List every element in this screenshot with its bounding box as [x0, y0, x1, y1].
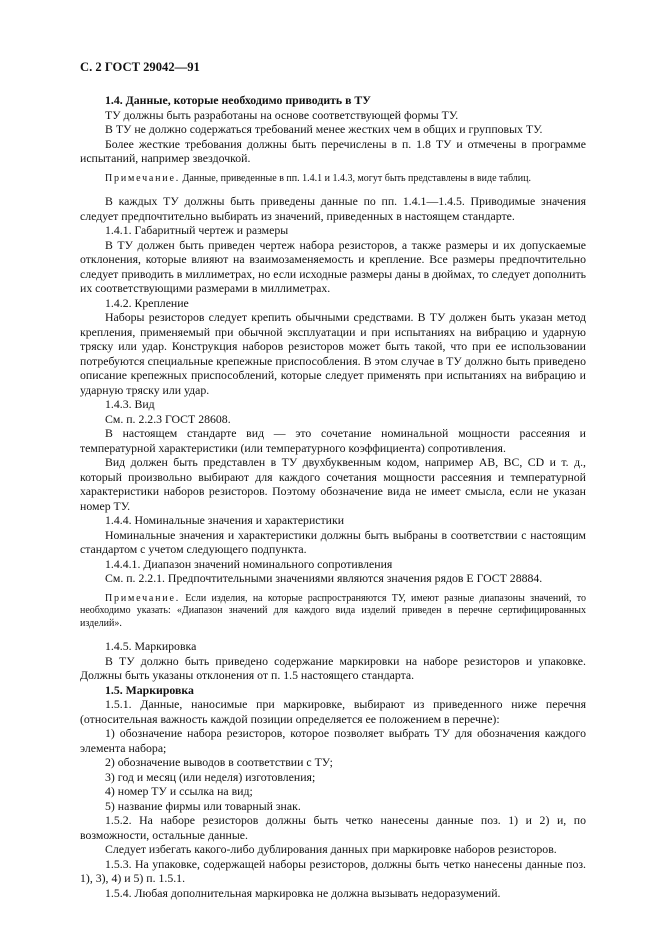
paragraph: 3) год и месяц (или неделя) изготовления; [105, 769, 316, 784]
spacer [80, 185, 586, 194]
page-header: С. 2 ГОСТ 29042—91 [80, 60, 200, 74]
paragraph: 1.4.4.1. Диапазон значений номинального сопротивления [105, 556, 393, 571]
paragraph: 1.5.1. Данные, наносимые при маркировке, выбирают из приведенного ниже перечня (относительная важность каждой позиции определяется ее положением в перечне): [80, 697, 586, 726]
paragraph: 1.4.4. Номинальные значения и характеристики [105, 513, 345, 527]
paragraph: 1.5.2. На наборе резисторов должны быть четко нанесены данные поз. 1) и 2) и, по возможности, остальные данные. [80, 813, 586, 842]
spacer [80, 166, 586, 173]
paragraph: 1.4.1. Габаритный чертеж и размеры [105, 223, 289, 237]
paragraph: 1.4.2. Крепление [105, 295, 189, 310]
section-heading: 1.4. Данные, которые необходимо приводить в ТУ [105, 93, 371, 107]
paragraph: Наборы резисторов следует крепить обычными средствами. В ТУ должен быть указан метод крепления, применяемый при обычной эксплуатации и при испытаниях на вибрацию и ударную тряску или удар. Конструкция наборов резисторов может быть такой, что при ее использовании потребуются специальные крепежные приспособления. В этом случае в ТУ должно быть приведено описание крепежных приспособлений, которые следует применять при испытаниях на вибрацию и ударную тряску или удар. [80, 310, 586, 397]
paragraph: ТУ должны быть разработаны на основе соответствующей формы ТУ. [105, 107, 459, 122]
paragraph: 1.5.4. Любая дополнительная маркировка не должна вызывать недоразумений. [105, 885, 501, 900]
paragraph: Более жесткие требования должны быть перечислены в п. 1.8 ТУ и отмечены в программе испытаний, например звездочкой. [80, 136, 586, 165]
note-text: Если изделия, на которые распространяются ТУ, имеют разные диапазоны значений, то необходимо указать: «Диапазон значений для каждого вида изделий приведен в перечне сертифицированных изделий». [80, 592, 586, 629]
paragraph: 4) номер ТУ и ссылка на вид; [105, 784, 253, 798]
paragraph: Следует избегать какого-либо дублирования данных при маркировке наборов резисторов. [105, 842, 557, 856]
paragraph: 5) название фирмы или товарный знак. [105, 798, 301, 813]
paragraph: 1) обозначение набора резисторов, которое позволяет выбрать ТУ для обозначения каждого элемента набора; [80, 726, 586, 755]
paragraph: Вид должен быть представлен в ТУ двухбуквенным кодом, например АВ, ВС, CD и т. д., который произвольно выбирают для каждого сочетания мощности рассеяния и температурной характеристики наборов резисторов. Поэтому обозначение вида не имеет смысла, если не указан номер ТУ. [80, 455, 586, 513]
paragraph: В настоящем стандарте вид — это сочетание номинальной мощности рассеяния и температурной характеристики (или температурного коэффициента) сопротивления. [80, 426, 586, 455]
spacer [80, 586, 586, 593]
note-label: Примечание. [105, 592, 181, 604]
note-label: Примечание. [105, 172, 181, 184]
note [80, 593, 586, 631]
section-heading: 1.5. Маркировка [105, 682, 194, 697]
paragraph: См. п. 2.2.3 ГОСТ 28608. [105, 411, 231, 426]
document-body [80, 93, 586, 900]
paragraph: В ТУ должно быть приведено содержание маркировки на наборе резисторов и упаковке. Должны быть указаны отклонения от п. 1.5 настоящего стандарта. [80, 653, 586, 682]
paragraph: См. п. 2.2.1. Предпочтительными значениями являются значения рядов Е ГОСТ 28884. [105, 571, 543, 585]
paragraph: 2) обозначение выводов в соответствии с ТУ; [105, 755, 333, 769]
paragraph: В ТУ не должно содержаться требований менее жестких чем в общих и групповых ТУ. [105, 122, 543, 136]
paragraph: 1.4.5. Маркировка [105, 639, 197, 653]
paragraph: В ТУ должен быть приведен чертеж набора резисторов, а также размеры и их допускаемые отклонения, которые влияют на взаимозаменяемость и крепление. Все размеры предпочтительно следует приводить в миллиметрах, но если исходные размеры даны в дюймах, то следует дополнить их соответствующими размерами в миллиметрах. [80, 237, 586, 295]
paragraph: Номинальные значения и характеристики должны быть выбраны в соответствии с настоящим стандартом с учетом следующего подпункта. [80, 527, 586, 556]
note [80, 173, 586, 186]
paragraph: В каждых ТУ должны быть приведены данные по пп. 1.4.1—1.4.5. Приводимые значения следует предпочтительно выбирать из значений, приведенных в настоящем стандарте. [80, 194, 586, 223]
spacer [80, 630, 586, 639]
paragraph: 1.5.3. На упаковке, содержащей наборы резисторов, должны быть четко нанесены данные поз. 1), 3), 4) и 5) п. 1.5.1. [80, 856, 586, 885]
note-text: Данные, приведенные в пп. 1.4.1 и 1.4.3, могут быть представлены в виде таблиц. [180, 172, 531, 184]
paragraph: 1.4.3. Вид [105, 397, 155, 411]
